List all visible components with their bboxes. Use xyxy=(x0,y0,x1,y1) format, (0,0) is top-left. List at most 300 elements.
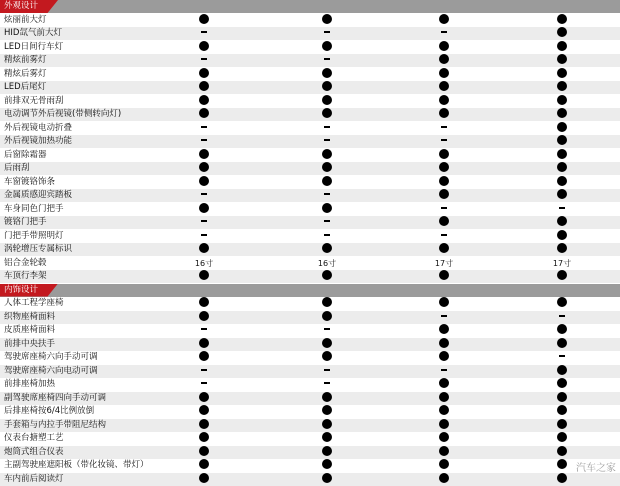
feature-label: 仪表台搪塑工艺 xyxy=(4,433,64,443)
standard-dot-icon xyxy=(439,81,449,91)
not-available-dash-icon xyxy=(201,193,207,195)
standard-dot-icon xyxy=(557,27,567,37)
table-row xyxy=(0,230,620,243)
trim-1-cell xyxy=(184,81,224,94)
standard-dot-icon xyxy=(439,392,449,402)
standard-dot-icon xyxy=(322,419,332,429)
section-header xyxy=(0,284,620,297)
standard-dot-icon xyxy=(557,324,567,334)
trim-3-cell xyxy=(424,243,464,256)
trim-1-cell xyxy=(184,338,224,351)
trim-3-cell xyxy=(424,392,464,405)
not-available-dash-icon xyxy=(559,315,565,317)
feature-label: 炫丽前大灯 xyxy=(4,14,47,25)
table-row xyxy=(0,81,620,94)
trim-3-cell xyxy=(424,446,464,459)
trim-1-cell xyxy=(184,216,224,229)
feature-label: 金属质感迎宾踏板 xyxy=(4,190,73,200)
trim-3-cell xyxy=(424,27,464,40)
standard-dot-icon xyxy=(322,149,332,159)
standard-dot-icon xyxy=(439,338,449,348)
standard-dot-icon xyxy=(557,189,567,199)
trim-1-cell xyxy=(184,27,224,40)
standard-dot-icon xyxy=(322,162,332,172)
table-row xyxy=(0,216,620,229)
not-available-dash-icon xyxy=(324,193,330,195)
not-available-dash-icon xyxy=(201,58,207,60)
table-row xyxy=(0,27,620,40)
standard-dot-icon xyxy=(199,162,209,172)
table-row xyxy=(0,162,620,175)
standard-dot-icon xyxy=(439,41,449,51)
feature-label: LED日间行车灯 xyxy=(4,41,64,52)
trim-3-cell xyxy=(424,54,464,67)
standard-dot-icon xyxy=(199,419,209,429)
standard-dot-icon xyxy=(199,243,209,253)
table-row xyxy=(0,297,620,310)
standard-dot-icon xyxy=(557,405,567,415)
trim-2-cell xyxy=(307,473,347,486)
table-row xyxy=(0,324,620,337)
feature-label: 前排座椅加热 xyxy=(4,379,56,389)
trim-2-cell xyxy=(307,446,347,459)
table-row xyxy=(0,14,620,27)
table-row xyxy=(0,311,620,324)
trim-4-cell xyxy=(542,162,582,175)
table-row xyxy=(0,95,620,108)
standard-dot-icon xyxy=(322,351,332,361)
feature-label: 手套箱与内拉手带阻尼结构 xyxy=(4,419,107,430)
trim-1-cell xyxy=(184,459,224,472)
feature-label: 后窗除霜器 xyxy=(4,149,47,160)
standard-dot-icon xyxy=(322,446,332,456)
standard-dot-icon xyxy=(557,473,567,483)
trim-2-cell xyxy=(307,203,347,216)
standard-dot-icon xyxy=(557,378,567,388)
standard-dot-icon xyxy=(439,297,449,307)
trim-2-cell xyxy=(307,54,347,67)
table-row xyxy=(0,257,620,270)
feature-label: 铝合金轮毂 xyxy=(4,257,47,268)
not-available-dash-icon xyxy=(201,234,207,236)
trim-1-cell xyxy=(184,135,224,148)
value-text: 17寸 xyxy=(552,258,572,268)
standard-dot-icon xyxy=(557,392,567,402)
table-row xyxy=(0,122,620,135)
trim-2-cell xyxy=(307,405,347,418)
feature-label: 电动调节外后视镜(带侧转向灯) xyxy=(4,109,122,119)
trim-2-cell xyxy=(307,270,347,283)
trim-3-cell xyxy=(424,68,464,81)
standard-dot-icon xyxy=(439,68,449,78)
table-row xyxy=(0,392,620,405)
feature-label: 精炫前雾灯 xyxy=(4,55,47,65)
table-row xyxy=(0,203,620,216)
not-available-dash-icon xyxy=(201,382,207,384)
trim-2-cell xyxy=(307,419,347,432)
feature-label: 车窗镀铬饰条 xyxy=(4,176,56,187)
trim-4-cell xyxy=(542,95,582,108)
trim-2-cell xyxy=(307,459,347,472)
trim-3-cell xyxy=(424,338,464,351)
trim-1-cell xyxy=(184,311,224,324)
trim-4-cell xyxy=(542,270,582,283)
trim-4-cell xyxy=(542,257,582,270)
trim-4-cell xyxy=(542,419,582,432)
trim-4-cell xyxy=(542,81,582,94)
trim-1-cell xyxy=(184,365,224,378)
not-available-dash-icon xyxy=(324,139,330,141)
standard-dot-icon xyxy=(199,338,209,348)
not-available-dash-icon xyxy=(201,126,207,128)
standard-dot-icon xyxy=(322,203,332,213)
trim-3-cell xyxy=(424,378,464,391)
standard-dot-icon xyxy=(557,162,567,172)
standard-dot-icon xyxy=(557,297,567,307)
standard-dot-icon xyxy=(322,243,332,253)
trim-4-cell xyxy=(542,378,582,391)
standard-dot-icon xyxy=(199,392,209,402)
feature-label: 涡轮增压专属标识 xyxy=(4,244,73,254)
trim-1-cell xyxy=(184,378,224,391)
not-available-dash-icon xyxy=(441,31,447,33)
standard-dot-icon xyxy=(557,459,567,469)
standard-dot-icon xyxy=(199,270,209,280)
trim-2-cell xyxy=(307,324,347,337)
standard-dot-icon xyxy=(199,108,209,118)
table-row xyxy=(0,459,620,472)
table-row xyxy=(0,54,620,67)
table-row xyxy=(0,419,620,432)
standard-dot-icon xyxy=(557,365,567,375)
trim-4-cell xyxy=(542,243,582,256)
standard-dot-icon xyxy=(199,459,209,469)
table-row xyxy=(0,432,620,445)
trim-1-cell xyxy=(184,95,224,108)
feature-label: 精炫后雾灯 xyxy=(4,68,47,79)
trim-2-cell xyxy=(307,189,347,202)
standard-dot-icon xyxy=(557,446,567,456)
standard-dot-icon xyxy=(439,216,449,226)
standard-dot-icon xyxy=(199,405,209,415)
trim-2-cell xyxy=(307,14,347,27)
not-available-dash-icon xyxy=(324,234,330,236)
standard-dot-icon xyxy=(557,230,567,240)
trim-4-cell xyxy=(542,432,582,445)
trim-3-cell xyxy=(424,459,464,472)
standard-dot-icon xyxy=(199,446,209,456)
trim-4-cell xyxy=(542,446,582,459)
standard-dot-icon xyxy=(199,351,209,361)
standard-dot-icon xyxy=(322,297,332,307)
trim-3-cell xyxy=(424,95,464,108)
trim-4-cell xyxy=(542,54,582,67)
standard-dot-icon xyxy=(439,432,449,442)
table-row xyxy=(0,446,620,459)
trim-1-cell xyxy=(184,270,224,283)
not-available-dash-icon xyxy=(441,126,447,128)
table-row xyxy=(0,108,620,121)
trim-2-cell xyxy=(307,338,347,351)
standard-dot-icon xyxy=(557,216,567,226)
standard-dot-icon xyxy=(439,108,449,118)
trim-3-cell xyxy=(424,405,464,418)
standard-dot-icon xyxy=(199,473,209,483)
standard-dot-icon xyxy=(322,68,332,78)
table-row xyxy=(0,68,620,81)
trim-3-cell xyxy=(424,41,464,54)
trim-2-cell xyxy=(307,41,347,54)
standard-dot-icon xyxy=(439,473,449,483)
standard-dot-icon xyxy=(557,149,567,159)
standard-dot-icon xyxy=(439,270,449,280)
trim-2-cell xyxy=(307,176,347,189)
value-text: 16寸 xyxy=(194,258,214,268)
standard-dot-icon xyxy=(557,338,567,348)
trim-3-cell xyxy=(424,189,464,202)
standard-dot-icon xyxy=(439,459,449,469)
trim-4-cell xyxy=(542,392,582,405)
table-row xyxy=(0,176,620,189)
trim-4-cell xyxy=(542,311,582,324)
standard-dot-icon xyxy=(322,392,332,402)
standard-dot-icon xyxy=(557,95,567,105)
trim-3-cell xyxy=(424,203,464,216)
feature-label: 车顶行李架 xyxy=(4,271,47,281)
trim-3-cell xyxy=(424,122,464,135)
trim-1-cell xyxy=(184,230,224,243)
trim-4-cell xyxy=(542,27,582,40)
trim-1-cell xyxy=(184,257,224,270)
feature-label: 前排中央扶手 xyxy=(4,338,56,349)
feature-label: 炮筒式组合仪表 xyxy=(4,446,64,457)
standard-dot-icon xyxy=(322,108,332,118)
standard-dot-icon xyxy=(199,68,209,78)
trim-1-cell xyxy=(184,405,224,418)
feature-label: 车内前后阅读灯 xyxy=(4,473,64,484)
trim-1-cell xyxy=(184,297,224,310)
standard-dot-icon xyxy=(439,351,449,361)
feature-label: 驾驶席座椅六向电动可调 xyxy=(4,365,98,376)
standard-dot-icon xyxy=(199,95,209,105)
not-available-dash-icon xyxy=(324,126,330,128)
trim-3-cell xyxy=(424,230,464,243)
trim-3-cell xyxy=(424,216,464,229)
trim-1-cell xyxy=(184,243,224,256)
trim-2-cell xyxy=(307,81,347,94)
table-row xyxy=(0,405,620,418)
feature-label: 后排座椅按6/4比例放倒 xyxy=(4,406,95,416)
trim-1-cell xyxy=(184,189,224,202)
value-text: 16寸 xyxy=(317,258,337,268)
trim-2-cell xyxy=(307,378,347,391)
standard-dot-icon xyxy=(199,149,209,159)
trim-2-cell xyxy=(307,108,347,121)
standard-dot-icon xyxy=(557,270,567,280)
trim-4-cell xyxy=(542,405,582,418)
feature-label: 前排双无骨雨刮 xyxy=(4,95,64,106)
not-available-dash-icon xyxy=(559,355,565,357)
standard-dot-icon xyxy=(557,81,567,91)
standard-dot-icon xyxy=(439,176,449,186)
trim-4-cell xyxy=(542,203,582,216)
not-available-dash-icon xyxy=(201,31,207,33)
feature-label: 车身同色门把手 xyxy=(4,203,64,214)
value-text: 17寸 xyxy=(434,258,454,268)
feature-label: 人体工程学座椅 xyxy=(4,298,64,308)
trim-3-cell xyxy=(424,108,464,121)
standard-dot-icon xyxy=(322,14,332,24)
trim-2-cell xyxy=(307,297,347,310)
not-available-dash-icon xyxy=(201,328,207,330)
standard-dot-icon xyxy=(322,459,332,469)
feature-label: HID氙气前大灯 xyxy=(4,28,62,38)
not-available-dash-icon xyxy=(441,234,447,236)
feature-label: 副驾驶席座椅四向手动可调 xyxy=(4,392,107,403)
trim-2-cell xyxy=(307,27,347,40)
trim-3-cell xyxy=(424,135,464,148)
standard-dot-icon xyxy=(557,68,567,78)
trim-2-cell xyxy=(307,230,347,243)
table-row xyxy=(0,135,620,148)
standard-dot-icon xyxy=(557,122,567,132)
trim-3-cell xyxy=(424,473,464,486)
trim-1-cell xyxy=(184,41,224,54)
trim-3-cell xyxy=(424,419,464,432)
not-available-dash-icon xyxy=(324,220,330,222)
standard-dot-icon xyxy=(199,311,209,321)
standard-dot-icon xyxy=(439,378,449,388)
standard-dot-icon xyxy=(557,14,567,24)
trim-4-cell xyxy=(542,216,582,229)
trim-1-cell xyxy=(184,108,224,121)
trim-1-cell xyxy=(184,149,224,162)
trim-1-cell xyxy=(184,324,224,337)
not-available-dash-icon xyxy=(324,58,330,60)
trim-2-cell xyxy=(307,392,347,405)
trim-2-cell xyxy=(307,162,347,175)
section-header xyxy=(0,0,620,13)
table-row xyxy=(0,365,620,378)
trim-1-cell xyxy=(184,473,224,486)
standard-dot-icon xyxy=(439,446,449,456)
trim-2-cell xyxy=(307,351,347,364)
trim-4-cell xyxy=(542,176,582,189)
trim-4-cell xyxy=(542,68,582,81)
not-available-dash-icon xyxy=(441,369,447,371)
standard-dot-icon xyxy=(322,41,332,51)
standard-dot-icon xyxy=(199,81,209,91)
table-row xyxy=(0,189,620,202)
trim-4-cell xyxy=(542,122,582,135)
standard-dot-icon xyxy=(439,149,449,159)
trim-1-cell xyxy=(184,14,224,27)
feature-label: 外后视镜加热功能 xyxy=(4,136,73,146)
trim-4-cell xyxy=(542,338,582,351)
trim-3-cell xyxy=(424,149,464,162)
not-available-dash-icon xyxy=(324,31,330,33)
standard-dot-icon xyxy=(322,81,332,91)
standard-dot-icon xyxy=(439,54,449,64)
standard-dot-icon xyxy=(557,432,567,442)
standard-dot-icon xyxy=(322,432,332,442)
table-row xyxy=(0,149,620,162)
not-available-dash-icon xyxy=(201,369,207,371)
standard-dot-icon xyxy=(322,473,332,483)
trim-2-cell xyxy=(307,95,347,108)
trim-3-cell xyxy=(424,432,464,445)
trim-4-cell xyxy=(542,297,582,310)
trim-4-cell xyxy=(542,324,582,337)
trim-1-cell xyxy=(184,122,224,135)
standard-dot-icon xyxy=(199,176,209,186)
trim-3-cell xyxy=(424,81,464,94)
standard-dot-icon xyxy=(439,189,449,199)
feature-label: 门把手带照明灯 xyxy=(4,230,64,241)
standard-dot-icon xyxy=(322,311,332,321)
standard-dot-icon xyxy=(439,324,449,334)
trim-2-cell xyxy=(307,243,347,256)
watermark: 汽车之家 xyxy=(576,463,616,474)
feature-label: 织物座椅面料 xyxy=(4,311,56,322)
trim-3-cell xyxy=(424,297,464,310)
standard-dot-icon xyxy=(439,419,449,429)
trim-1-cell xyxy=(184,203,224,216)
trim-4-cell xyxy=(542,149,582,162)
standard-dot-icon xyxy=(557,419,567,429)
trim-1-cell xyxy=(184,162,224,175)
standard-dot-icon xyxy=(557,41,567,51)
trim-4-cell xyxy=(542,41,582,54)
trim-3-cell xyxy=(424,324,464,337)
trim-2-cell xyxy=(307,365,347,378)
trim-4-cell xyxy=(542,14,582,27)
not-available-dash-icon xyxy=(441,315,447,317)
feature-label: 主副驾驶座遮阳板（带化妆镜、带灯） xyxy=(4,460,149,470)
not-available-dash-icon xyxy=(201,220,207,222)
not-available-dash-icon xyxy=(324,369,330,371)
table-row xyxy=(0,378,620,391)
trim-2-cell xyxy=(307,432,347,445)
standard-dot-icon xyxy=(439,95,449,105)
trim-4-cell xyxy=(542,365,582,378)
table-row xyxy=(0,473,620,486)
trim-4-cell xyxy=(542,189,582,202)
trim-2-cell xyxy=(307,68,347,81)
table-row xyxy=(0,338,620,351)
not-available-dash-icon xyxy=(201,139,207,141)
standard-dot-icon xyxy=(199,14,209,24)
section-title: 内饰设计 xyxy=(4,284,39,295)
feature-label: 外后视镜电动折叠 xyxy=(4,122,73,133)
trim-3-cell xyxy=(424,270,464,283)
trim-2-cell xyxy=(307,135,347,148)
not-available-dash-icon xyxy=(441,139,447,141)
trim-2-cell xyxy=(307,122,347,135)
trim-3-cell xyxy=(424,365,464,378)
table-row xyxy=(0,243,620,256)
standard-dot-icon xyxy=(322,338,332,348)
standard-dot-icon xyxy=(322,405,332,415)
feature-label: 驾驶席座椅六向手动可调 xyxy=(4,352,98,362)
trim-4-cell xyxy=(542,108,582,121)
standard-dot-icon xyxy=(439,405,449,415)
table-row xyxy=(0,351,620,364)
trim-1-cell xyxy=(184,351,224,364)
feature-label: 镀铬门把手 xyxy=(4,217,47,227)
trim-3-cell xyxy=(424,162,464,175)
trim-1-cell xyxy=(184,419,224,432)
